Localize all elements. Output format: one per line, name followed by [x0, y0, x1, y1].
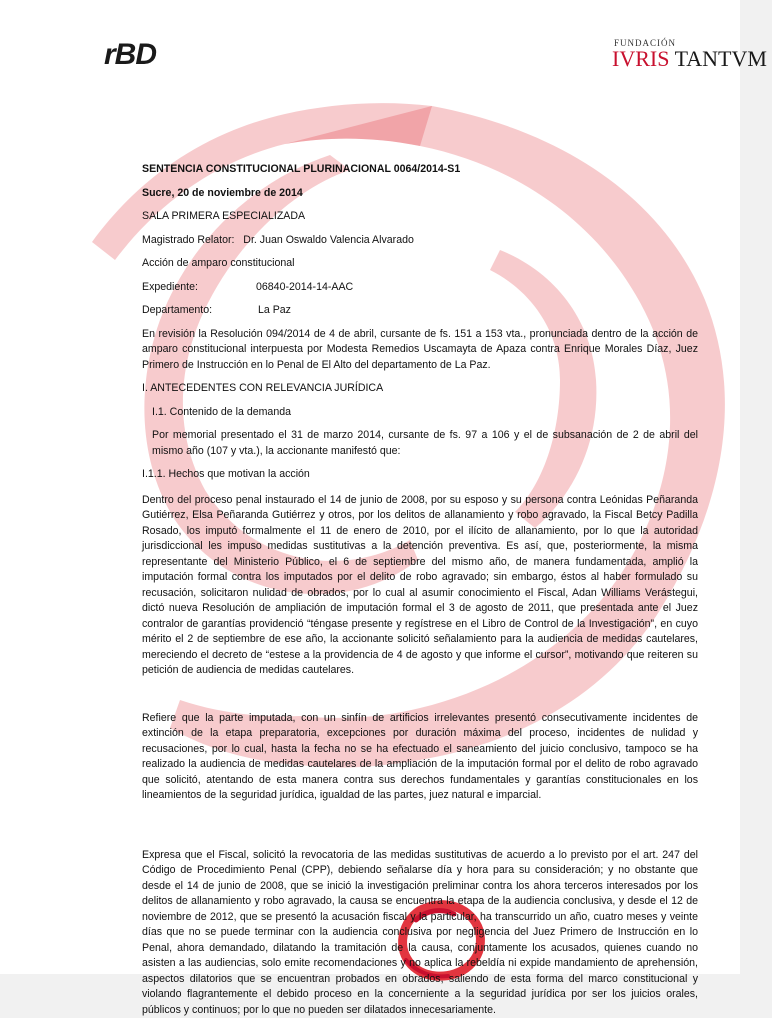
section-heading: I. ANTECEDENTES CON RELEVANCIA JURÍDICA	[142, 381, 698, 397]
subsection-heading: I.1. Contenido de la demanda	[142, 405, 698, 421]
memorial-paragraph: Por memorial presentado el 31 de marzo 2014, cursante de fs. 97 a 106 y el de subsanación de 2 de abril del mismo año (107 y vta.), la accionante manifestó que:	[142, 428, 698, 459]
chamber: SALA PRIMERA ESPECIALIZADA	[142, 209, 698, 225]
logo-brand-tantum: TANTVM	[675, 46, 767, 71]
rapporteur-name: Dr. Juan Oswaldo Valencia Alvarado	[243, 234, 414, 246]
intro-paragraph: En revisión la Resolución 094/2014 de 4 de abril, cursante de fs. 151 a 153 vta., pronunciada dentro de la acción de amparo constitucional interpuesta por Modesta Remedios Uscamayta de Apaza contra Enrique Morales Díaz, Juez Primero de Instrucción en lo Penal de El Alto del departamento de La Paz.	[142, 327, 698, 374]
rapporteur-line	[142, 233, 698, 249]
iuris-tantum-logo	[612, 38, 772, 70]
file-label: Expediente:	[142, 280, 256, 296]
rapporteur-label: Magistrado Relator:	[142, 234, 234, 246]
subsubsection-heading: I.1.1. Hechos que motivan la acción	[142, 467, 698, 483]
facts-paragraph-3: Expresa que el Fiscal, solicitó la revocatoria de las medidas sustitutivas de acuerdo a lo previsto por el art. 247 del Código de Procedimiento Penal (CPP), debiendo señalarse día y hora para su consideración; y no obstante que desde el 14 de junio de 2008, que se inició la investigación preliminar contra los ahora terceros interesados por los delitos de allanamiento y robo agravado, la causa se encuentra la etapa de la audiencia conclusiva, y desde el 12 de noviembre de 2012, que se presentó la acusación fiscal y la particular, ha transcurrido un año, cuatro meses y veinte días que no se puede terminar con la audiencia conclusiva por negligencia del Juez Primero de Instrucción en lo Penal, ahora demandado, dilatando la tramitación de la causa, conjuntamente los acusados, quienes cuando no asisten a las audiencias, solo emite recomendaciones y no aplica la rebeldía ni expide mandamiento de aprehensión, aspectos dilatorios que se encuentran probados en obrados, saliendo de esta forma del marco constitucional y violando flagrantemente el debido proceso en la concerniente a la seguridad jurídica por ser los juicios orales, públicos y continuos; por lo que no pueden ser dilatados innecesariamente.	[142, 848, 698, 1018]
document-title: SENTENCIA CONSTITUCIONAL PLURINACIONAL 0064/2014-S1	[142, 162, 698, 178]
place-date: Sucre, 20 de noviembre de 2014	[142, 186, 698, 202]
logo-foundation-label: FUNDACIÓN	[612, 38, 772, 48]
facts-paragraph-2: Refiere que la parte imputada, con un sinfín de artificios irrelevantes presentó consecutivamente incidentes de extinción de la etapa preparatoria, excepciones por duración máxima del proceso, incidentes de nulidad y recusaciones, por lo cual, hasta la fecha no se ha efectuado el saneamiento del juicio conclusivo, tampoco se ha realizado la audiencia de medidas cautelares de la ampliación de la imputación formal por el delito de robo agravado que solicitó, atentando de esta manera contra sus derechos fundamentales y garantías constitucionales en los lineamientos de la seguridad jurídica, igualdad de las partes, juez natural e imparcial.	[142, 711, 698, 804]
file-line	[142, 280, 698, 296]
logo-brand-text	[612, 48, 772, 70]
action-type: Acción de amparo constitucional	[142, 256, 698, 272]
facts-paragraph-1: Dentro del proceso penal instaurado el 14 de junio de 2008, por su esposo y su persona contra Leónidas Peñaranda Gutiérrez, Elsa Peñaranda Gutiérrez y otros, por los delitos de allanamiento y robo agravado, la Fiscal Betcy Padilla Rosado, los imputó formalmente el 11 de enero de 2010, por el ilícito de allanamiento, por lo que la autoridad jurisdiccional les impuso medidas sustitutivas a la detención preventiva. Es así, que, posteriormente, la misma representante del Ministerio Público, el 6 de septiembre del mismo año, de manera fundamentada, amplió la imputación formal contra los imputados por el delito de robo agravado; sin embargo, éstos al haber formulado su recusación, solicitaron nulidad de obrados, por lo cual al asumir conocimiento el Fiscal, Adan Williams Verástegui, dictó nueva Resolución de ampliación de imputación formal el 3 de agosto de 2011, que presentada ante el Juez contralor de garantías providenció “téngase presente y regístrese en el Libro de Control de la Investigación”, en cuyo mérito el 2 de septiembre de ese año, la accionante solicitó señalamiento para la audiencia de medidas cautelares, mereciendo el decreto de “estese a la providencia de 4 de agosto y que informe el cursor”, motivando que reiteren su petición de audiencia de medidas cautelares.	[142, 493, 698, 679]
document-body	[142, 162, 698, 1018]
logo-brand-iuris: IVRIS	[612, 46, 669, 71]
rbd-logo: rBD	[104, 38, 156, 72]
department-label: Departamento:	[142, 303, 258, 319]
department-value: La Paz	[258, 303, 291, 319]
department-line	[142, 303, 698, 319]
file-number: 06840-2014-14-AAC	[256, 280, 353, 296]
